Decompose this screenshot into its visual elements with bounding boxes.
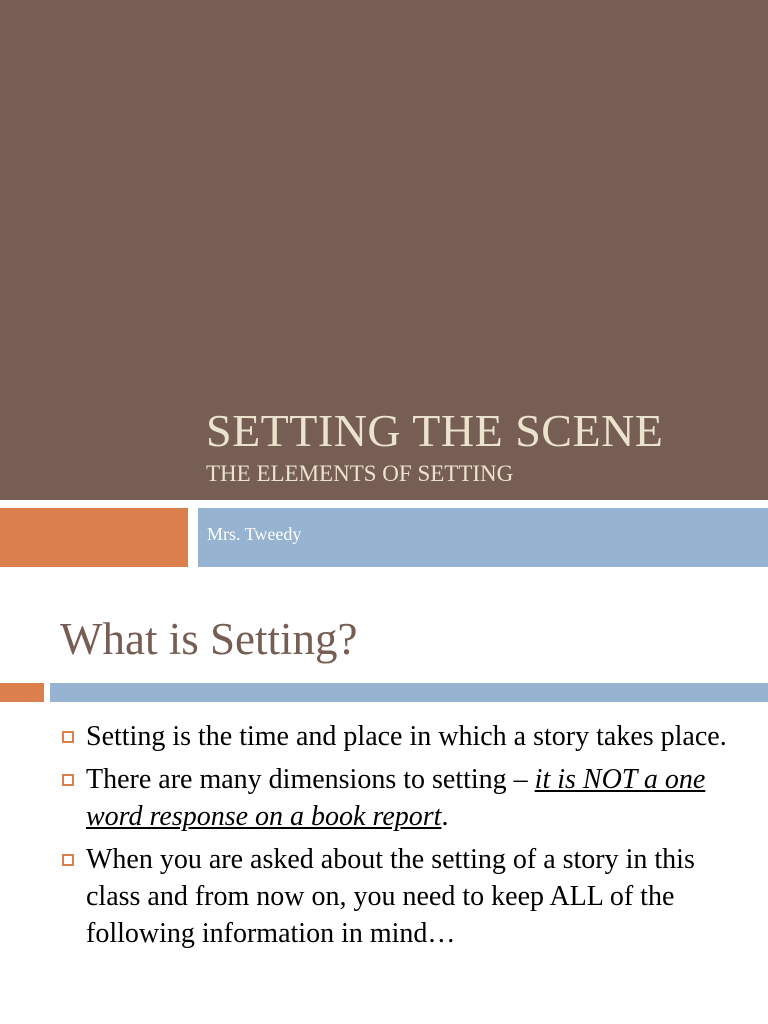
divider-bar-blue (50, 683, 768, 702)
hollow-square-icon (62, 731, 74, 743)
hollow-square-icon (62, 774, 74, 786)
author-name: Mrs. Tweedy (207, 524, 302, 544)
hollow-square-icon (62, 854, 74, 866)
divider-bar-orange (0, 683, 44, 702)
bullet-text: There are many dimensions to setting – (86, 764, 535, 795)
content-slide (0, 568, 768, 1024)
bullet-text: Setting is the time and place in which a story takes place. (86, 721, 727, 752)
bullet-text-end: . (441, 801, 449, 832)
bullet-item (0, 841, 768, 952)
bullet-item (0, 761, 768, 835)
title-background (0, 0, 768, 500)
slide-subtitle: THE ELEMENTS OF SETTING (206, 461, 514, 486)
accent-bar-orange (0, 508, 188, 567)
bullet-item (0, 718, 768, 755)
bullet-emphasis: it is NOT a one word response on a book report (86, 764, 706, 832)
content-heading: What is Setting? (60, 614, 358, 664)
bullet-list (0, 718, 768, 958)
slide-title: SETTING THE SCENE (206, 405, 664, 456)
bullet-text: When you are asked about the setting of a story in this class and from now on, you need to keep ALL of the following information in mind… (86, 844, 695, 949)
